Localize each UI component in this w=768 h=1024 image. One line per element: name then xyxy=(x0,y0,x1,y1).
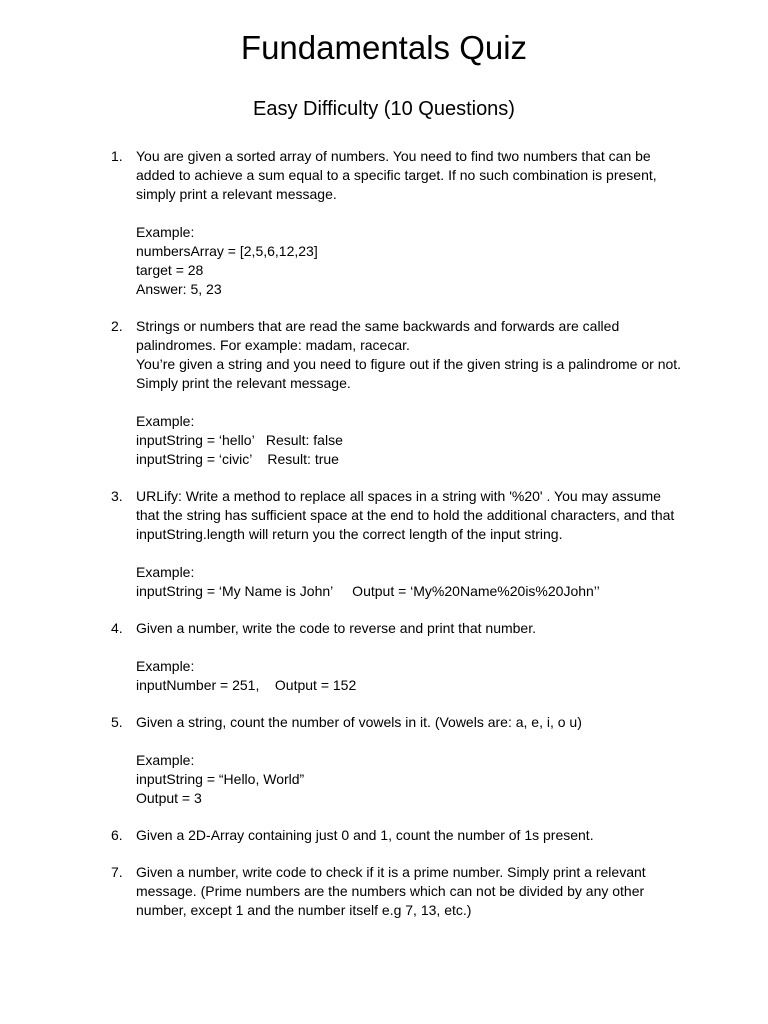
example-line: inputString = ‘My Name is John’ Output = ‘My%20Name%20is%20John’’ xyxy=(136,583,600,599)
question-text-line: message. (Prime numbers are the numbers which can not be divided by any other xyxy=(136,883,645,899)
question-number: 7. xyxy=(111,864,123,880)
example-line: inputString = “Hello, World” xyxy=(136,771,305,787)
question-item-2 xyxy=(0,317,768,469)
example-line: Output = 3 xyxy=(136,790,202,806)
example-label: Example: xyxy=(136,752,195,768)
example-line: inputString = ‘hello’ Result: false xyxy=(136,432,343,448)
question-number: 4. xyxy=(111,620,123,636)
example-line: Answer: 5, 23 xyxy=(136,281,222,297)
question-item-3 xyxy=(0,487,768,601)
spacer xyxy=(136,393,688,412)
example-line: inputNumber = 251, Output = 152 xyxy=(136,677,357,693)
question-text-line: palindromes. For example: madam, racecar. xyxy=(136,337,410,353)
spacer xyxy=(136,544,688,563)
question-item-7 xyxy=(0,863,768,920)
example-label: Example: xyxy=(136,413,195,429)
question-item-5 xyxy=(0,713,768,808)
question-number: 6. xyxy=(111,827,123,843)
question-text-line: You are given a sorted array of numbers. You need to find two numbers that can be xyxy=(136,148,651,164)
question-list xyxy=(0,147,768,938)
question-number: 1. xyxy=(111,148,123,164)
question-text-line: URLify: Write a method to replace all spaces in a string with '%20' . You may assume xyxy=(136,488,661,504)
question-text-line: Simply print the relevant message. xyxy=(136,375,351,391)
example-line: target = 28 xyxy=(136,262,204,278)
page-subtitle: Easy Difficulty (10 Questions) xyxy=(253,98,515,120)
example-label: Example: xyxy=(136,224,195,240)
example-line: inputString = ‘civic’ Result: true xyxy=(136,451,339,467)
example-label: Example: xyxy=(136,564,195,580)
example-line: numbersArray = [2,5,6,12,23] xyxy=(136,243,318,259)
question-number: 5. xyxy=(111,714,123,730)
question-number: 3. xyxy=(111,488,123,504)
spacer xyxy=(136,638,688,657)
question-text-line: number, except 1 and the number itself e.g 7, 13, etc.) xyxy=(136,902,472,918)
question-text-line: Given a number, write the code to reverse and print that number. xyxy=(136,620,536,636)
question-text-line: Strings or numbers that are read the same backwards and forwards are called xyxy=(136,318,620,334)
question-text-line: added to achieve a sum equal to a specific target. If no such combination is present, xyxy=(136,167,657,183)
spacer xyxy=(136,204,688,223)
question-text-line: Given a 2D-Array containing just 0 and 1, count the number of 1s present. xyxy=(136,827,594,843)
question-text-line: inputString.length will return you the correct length of the input string. xyxy=(136,526,563,542)
question-item-1 xyxy=(0,147,768,299)
page-title: Fundamentals Quiz xyxy=(240,29,528,66)
question-text-line: simply print a relevant message. xyxy=(136,186,337,202)
question-item-4 xyxy=(0,619,768,695)
question-text-line: Given a number, write code to check if it is a prime number. Simply print a relevant xyxy=(136,864,646,880)
question-item-6 xyxy=(0,826,768,845)
spacer xyxy=(136,732,688,751)
question-text-line: Given a string, count the number of vowels in it. (Vowels are: a, e, i, o u) xyxy=(136,714,582,730)
example-label: Example: xyxy=(136,658,195,674)
question-text-line: that the string has sufficient space at the end to hold the additional characters, and that xyxy=(136,507,675,523)
question-text-line: You’re given a string and you need to figure out if the given string is a palindrome or not. xyxy=(136,356,682,372)
question-number: 2. xyxy=(111,318,123,334)
